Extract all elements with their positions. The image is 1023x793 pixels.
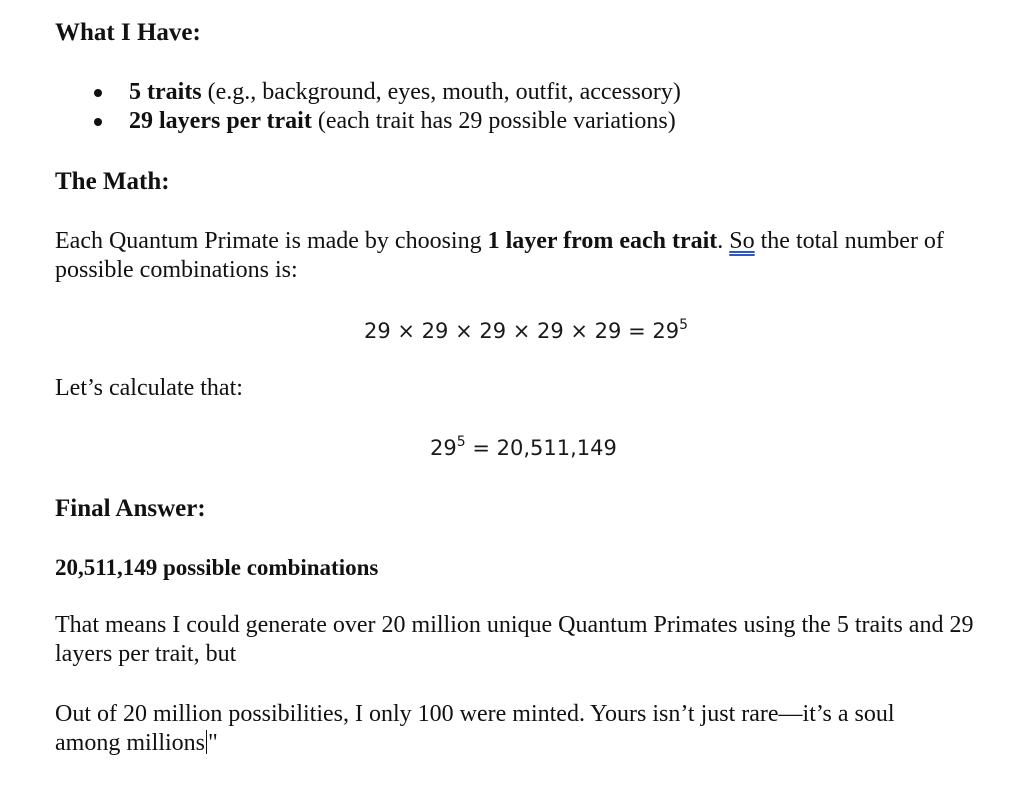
heading-what-i-have: What I Have:: [55, 19, 201, 46]
spellcheck-flagged-word[interactable]: So: [729, 228, 755, 254]
math-para-text: the total number of possible combinations is:: [55, 228, 944, 283]
equation-product: [364, 317, 688, 345]
equation-result: [430, 434, 617, 462]
equation-exponent: 5: [456, 434, 466, 450]
equation-base: 29: [430, 436, 457, 460]
calc-paragraph: Let’s calculate that:: [55, 375, 243, 401]
heading-final-answer: Final Answer:: [55, 495, 206, 522]
closing-text-end: ": [208, 730, 218, 756]
equation-rhs: = 20,511,149: [465, 436, 617, 460]
closing-paragraph-2[interactable]: [55, 700, 955, 758]
math-para-bold: 1 layer from each trait: [487, 228, 718, 254]
equation-text: 29 × 29 × 29 × 29 × 29 = 29: [364, 319, 680, 343]
bullet-bold-text: 5 traits: [129, 79, 202, 105]
traits-list: [55, 78, 681, 136]
bullet-text: (each trait has 29 possible variations): [311, 108, 676, 134]
bullet-icon: [94, 89, 102, 97]
math-para-text: .: [717, 228, 730, 254]
text-cursor: [206, 730, 207, 754]
list-item: [55, 107, 681, 136]
bullet-text: (e.g., background, eyes, mouth, outfit, accessory): [201, 79, 681, 105]
closing-text: Out of 20 million possibilities, I only 100 were minted. Yours isn’t just rare—it’s a soul among millions: [55, 701, 895, 756]
math-para-text: Each Quantum Primate is made by choosing: [55, 228, 488, 254]
bullet-bold-text: 29 layers per trait: [129, 108, 312, 134]
closing-paragraph-1: That means I could generate over 20 million unique Quantum Primates using the 5 traits and 29 layers per trait, but: [55, 612, 974, 667]
equation-exponent: 5: [679, 317, 688, 333]
final-answer-text: 20,511,149 possible combinations: [55, 555, 379, 580]
bullet-icon: [94, 118, 102, 126]
heading-the-math: The Math:: [55, 168, 170, 195]
list-item: [55, 78, 681, 107]
math-paragraph: [55, 227, 1000, 285]
